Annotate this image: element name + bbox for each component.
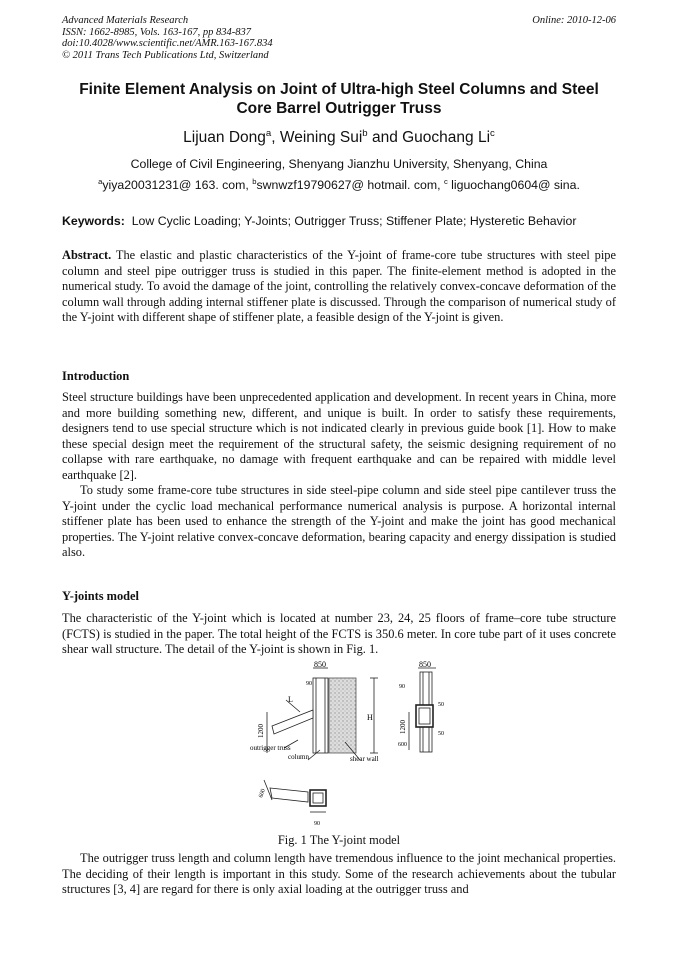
authors <box>62 129 616 147</box>
introduction-body <box>62 390 616 561</box>
fig-label: 90 <box>399 684 405 690</box>
author-separator: , <box>271 129 280 146</box>
email-mark: a <box>98 177 103 187</box>
author-name: Weining Sui <box>279 129 363 146</box>
fig-label: 50 <box>438 702 444 708</box>
abstract-text: The elastic and plastic characteristics of the Y-joint of frame-core tube structures with steel pipe column and steel pipe outrigger truss is studied in this paper. The finite-element method is adopted in the numerical study. To avoid the damage of the joint, controlling the relatively convex-concave deformation of the column wall through adding internal stiffener plate is discussed. Through the comparison of numerical study of the Y-joint with different shape of stiffener plate, a feasible design of the Y-joint is given. <box>62 248 616 324</box>
fig-label: 90 <box>306 681 312 687</box>
keywords-label: Keywords: <box>62 214 125 228</box>
fig-label: L <box>288 695 293 704</box>
fig-label: 90 <box>314 821 320 827</box>
author-mark: a <box>265 128 272 140</box>
figure-yjoint-model <box>250 660 450 830</box>
email: swnwzf19790627@ hotmail. com, <box>256 178 444 192</box>
fig-label: 600 <box>258 788 267 799</box>
yjoints-body <box>62 611 616 658</box>
paragraph: To study some frame-core tube structures in side steel-pipe column and side steel pipe cantilever truss the Y-joint under the cyclic load mechanical performance numerical analysis is purpose. A horizontal internal stiffener plate has been used to enhance the strength of the Y-joint and make the joint has good mechanical properties. The Y-joint relative convex-concave deformation, bearing capacity and energy dissipation is studied also. <box>62 483 616 559</box>
fig-label: 850 <box>314 660 326 669</box>
email-mark: c <box>443 177 448 187</box>
affiliation: College of Civil Engineering, Shenyang Jianzhu University, Shenyang, China <box>130 157 548 171</box>
fig-label: outrigger truss <box>250 744 291 752</box>
fig-label: 50 <box>438 731 444 737</box>
emails <box>62 178 616 192</box>
email: yiya20031231@ 163. com, <box>102 178 253 192</box>
paragraph: The outrigger truss length and column length have tremendous influence to the joint mechanical properties. The deciding of their length is important in this study. Some of the research achievements about the tubular structures [3, 4] are regard for there is only axial loading at the outrigger truss and <box>62 851 616 896</box>
issn: ISSN: 1662-8985, Vols. 163-167, pp 834-837 <box>62 26 251 38</box>
plan-view <box>264 780 326 812</box>
section-heading-introduction: Introduction <box>62 369 130 383</box>
fig-label: 850 <box>419 660 431 669</box>
abstract-label: Abstract. <box>62 248 112 262</box>
keywords <box>62 214 616 228</box>
abstract <box>62 248 616 326</box>
fig-label: 600 <box>398 742 407 748</box>
continuation-body <box>62 851 616 898</box>
author-name: Lijuan Dong <box>183 129 266 146</box>
paragraph: Steel structure buildings have been unprecedented application and development. In recent years in China, more and more building something new, different, and unique is built. In order to satisfy these requirements, designers tend to use special structure which is not indicated clearly in previous guide book [1]. How to make these special design meet the requirement of the structural safety, the seismic designing requirement of no collapse with rare earthquake, no damage with frequent earthquake and can be repaired with middle level earthquake [2]. <box>62 390 616 482</box>
email-mark: b <box>252 177 257 187</box>
paper-title: Finite Element Analysis on Joint of Ultra-high Steel Columns and Steel Core Barrel Outrigger Truss <box>79 81 599 117</box>
section-heading-yjoints: Y-joints model <box>62 589 139 603</box>
online-date: Online: 2010-12-06 <box>532 15 616 26</box>
keywords-text: Low Cyclic Loading; Y-Joints; Outrigger Truss; Stiffener Plate; Hysteretic Behavior <box>131 214 577 228</box>
email: liguochang0604@ sina. <box>447 178 580 192</box>
paragraph: The characteristic of the Y-joint which is located at number 23, 24, 25 floors of frame–core tube structure (FCTS) is studied in the paper. The total height of the FCTS is 350.6 meter. In core tube part of it uses concrete shear wall structure. The detail of the Y-joint is shown in Fig. 1. <box>62 611 616 656</box>
doi: doi:10.4028/www.scientific.net/AMR.163-167.834 <box>62 38 273 49</box>
author-mark: b <box>362 128 368 140</box>
fig-label: 1200 <box>257 724 265 738</box>
fig-label: shear wall <box>350 755 379 763</box>
author-separator: and <box>367 129 403 146</box>
journal-name: Advanced Materials Research <box>62 15 189 26</box>
fig-label: 1200 <box>399 720 407 734</box>
figure-caption: Fig. 1 The Y-joint model <box>277 833 401 847</box>
copyright: © 2011 Trans Tech Publications Ltd, Switzerland <box>62 49 269 61</box>
author-name: Guochang Li <box>402 129 491 146</box>
fig-label: column <box>288 753 309 761</box>
fig-label: H <box>367 713 373 722</box>
author-mark: c <box>490 128 495 140</box>
journal-header <box>62 15 273 61</box>
section-view <box>409 668 436 752</box>
